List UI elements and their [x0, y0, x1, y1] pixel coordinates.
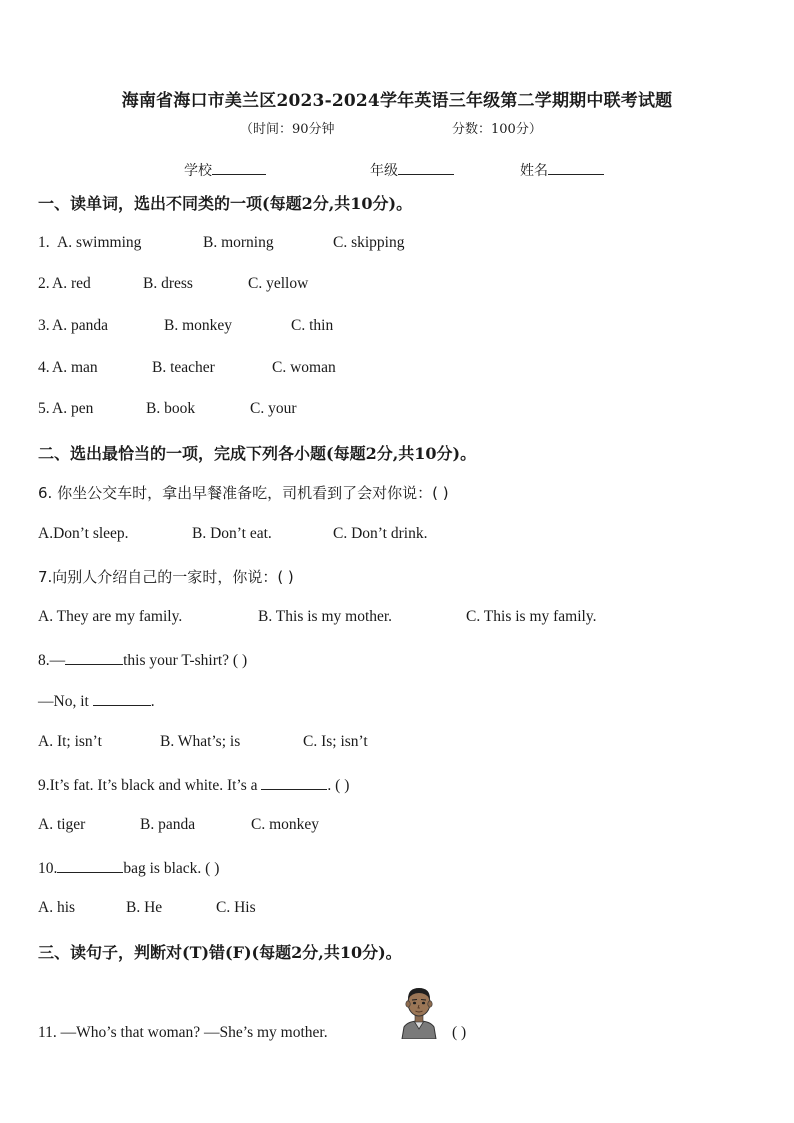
page-title: 海南省海口市美兰区2023-2024学年英语三年级第二学期期中联考试题 [121, 91, 673, 111]
q6-option-b: B. Don’t eat. [192, 525, 272, 542]
q9-option-c: C. monkey [251, 816, 320, 833]
q9-stem [38, 775, 349, 795]
q8-line2-post: . [150, 693, 155, 710]
q7-stem: 7.向别人介绍自己的一家时，你说：( ) [38, 568, 294, 586]
q10-option-b: B. He [126, 899, 163, 916]
q3-option-b: B. monkey [164, 317, 233, 334]
q8-blank-2[interactable] [93, 691, 151, 706]
section3-heading: 三、读句子，判断对(T)错(F)(每题2分,共10分)。 [38, 943, 402, 962]
q7-option-b: B. This is my mother. [258, 608, 393, 625]
q2-option-b: B. dress [143, 275, 193, 292]
q11-answer-paren[interactable]: ( ) [452, 1024, 467, 1041]
q8-stem-pre: 8.— [38, 652, 66, 669]
q8-stem-post: this your T-shirt? ( ) [123, 652, 248, 669]
q1-option-c: C. skipping [333, 234, 405, 251]
q3-option-c: C. thin [291, 317, 334, 334]
q10-stem-pre: 10. [38, 860, 58, 877]
exam-score: 分数：100分） [452, 122, 542, 137]
grade-label: 年级 [370, 163, 398, 179]
q1-option-b: B. morning [203, 234, 274, 251]
q7-option-a: A. They are my family. [38, 608, 183, 625]
name-label: 姓名 [520, 163, 548, 179]
q4-number: 4. [38, 359, 50, 376]
q10-stem-post: bag is black. ( ) [123, 860, 220, 877]
q6-option-c: C. Don’t drink. [333, 525, 428, 542]
q10-blank[interactable] [57, 858, 123, 873]
school-label: 学校 [184, 163, 212, 179]
q2-option-c: C. yellow [248, 275, 309, 292]
q9-blank[interactable] [261, 775, 327, 790]
q3-option-a: A. panda [52, 317, 108, 334]
q9-stem-pre: 9.It’s fat. It’s black and white. It’s a [38, 777, 262, 794]
q9-stem-post: . ( ) [327, 777, 350, 794]
q5-number: 5. [38, 400, 50, 417]
q7-option-c: C. This is my family. [466, 608, 597, 625]
q11-stem: 11. —Who’s that woman? —She’s my mother. [38, 1024, 328, 1041]
q8-line2 [38, 691, 155, 711]
q8-line2-pre: —No, it [38, 693, 93, 710]
q5-option-b: B. book [146, 400, 196, 417]
q3-number: 3. [38, 317, 50, 334]
q10-option-c: C. His [216, 899, 256, 916]
grade-blank[interactable] [398, 160, 454, 175]
grade-field [370, 160, 454, 180]
q8-stem [38, 650, 247, 670]
school-field [184, 160, 266, 180]
q4-option-b: B. teacher [152, 359, 215, 376]
q6-stem: 6. 你坐公交车时，拿出早餐准备吃，司机看到了会对你说：( ) [38, 484, 449, 502]
section1-heading: 一、读单词，选出不同类的一项(每题2分,共10分)。 [38, 194, 413, 213]
q9-option-a: A. tiger [38, 816, 86, 833]
name-blank[interactable] [548, 160, 604, 175]
q8-option-c: C. Is; isn’t [303, 733, 368, 750]
q9-option-b: B. panda [140, 816, 196, 833]
q10-option-a: A. his [38, 899, 76, 916]
name-field [520, 160, 604, 180]
q4-option-a: A. man [52, 359, 98, 376]
q10-stem [38, 858, 219, 878]
q2-option-a: A. red [52, 275, 91, 292]
q8-option-b: B. What’s; is [160, 733, 241, 750]
q8-option-a: A. It; isn’t [38, 733, 102, 750]
q5-option-a: A. pen [52, 400, 94, 417]
q6-option-a: A.Don’t sleep. [38, 525, 129, 542]
q1-number: 1. [38, 234, 50, 251]
q2-number: 2. [38, 275, 50, 292]
school-blank[interactable] [212, 160, 266, 175]
q8-blank-1[interactable] [65, 650, 123, 665]
boy-avatar-icon [398, 983, 440, 1039]
q4-option-c: C. woman [272, 359, 336, 376]
exam-time: （时间：90分钟 [240, 122, 335, 137]
section2-heading: 二、选出最恰当的一项，完成下列各小题(每题2分,共10分)。 [38, 444, 477, 463]
q1-option-a: A. swimming [57, 234, 142, 251]
q5-option-c: C. your [250, 400, 297, 417]
